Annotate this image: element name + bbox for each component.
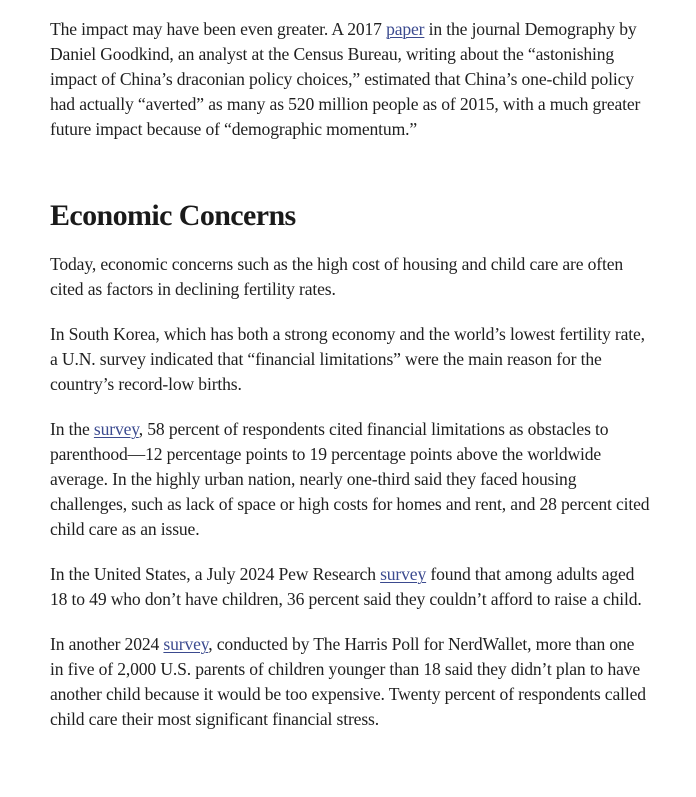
paper-link[interactable]: paper <box>386 19 425 39</box>
paragraph-south-korea: In South Korea, which has both a strong economy and the world’s lowest fertility rate, a U.N. survey indicated that “financial limitations” were the main reason for the country’s record-low births. <box>50 324 645 394</box>
paragraph-text: In another 2024 <box>50 634 164 654</box>
paragraph-goodkind-study <box>50 17 650 142</box>
paragraph-text: In the United States, a July 2024 Pew Research <box>50 564 381 584</box>
paragraph-text: The impact may have been even greater. A 2017 <box>50 19 387 39</box>
paragraph-harris-poll <box>50 632 650 732</box>
section-heading: Economic Concerns <box>50 199 296 232</box>
paragraph-text: In the <box>50 419 94 439</box>
paragraph-text: in the journal Demography by Daniel Goodkind, an analyst at the Census Bureau, writing about the “astonishing impact of China’s draconian policy choices,” estimated that China’s one-child policy had actually “averted” as many as 520 million people as of 2015, with a much greater future impact because of “demographic momentum.” <box>50 19 641 139</box>
paragraph-economic-concerns: Today, economic concerns such as the high cost of housing and child care are often cited as factors in declining fertility rates. <box>50 254 624 299</box>
article-body <box>50 17 650 732</box>
paragraph-text: , conducted by The Harris Poll for NerdWallet, more than one in five of 2,000 U.S. parents of children younger than 18 said they didn’t plan to have another child because it would be too expensive. Twenty percent of respondents called child care their most significant financial stress. <box>50 634 646 729</box>
paragraph-un-survey <box>50 417 650 542</box>
un-survey-link[interactable]: survey <box>93 419 139 439</box>
harris-survey-link[interactable]: survey <box>163 634 209 654</box>
paragraph-text: , 58 percent of respondents cited financial limitations as obstacles to parenthood—12 percentage points to 19 percentage points above the worldwide average. In the highly urban nation, nearly one-third said they faced housing challenges, such as lack of space or high costs for homes and rent, and 28 percent cited child care as an issue. <box>50 419 650 539</box>
paragraph-text: found that among adults aged 18 to 49 who don’t have children, 36 percent said they couldn’t afford to raise a child. <box>50 564 642 609</box>
pew-survey-link[interactable]: survey <box>380 564 427 584</box>
paragraph-pew-survey <box>50 562 650 612</box>
